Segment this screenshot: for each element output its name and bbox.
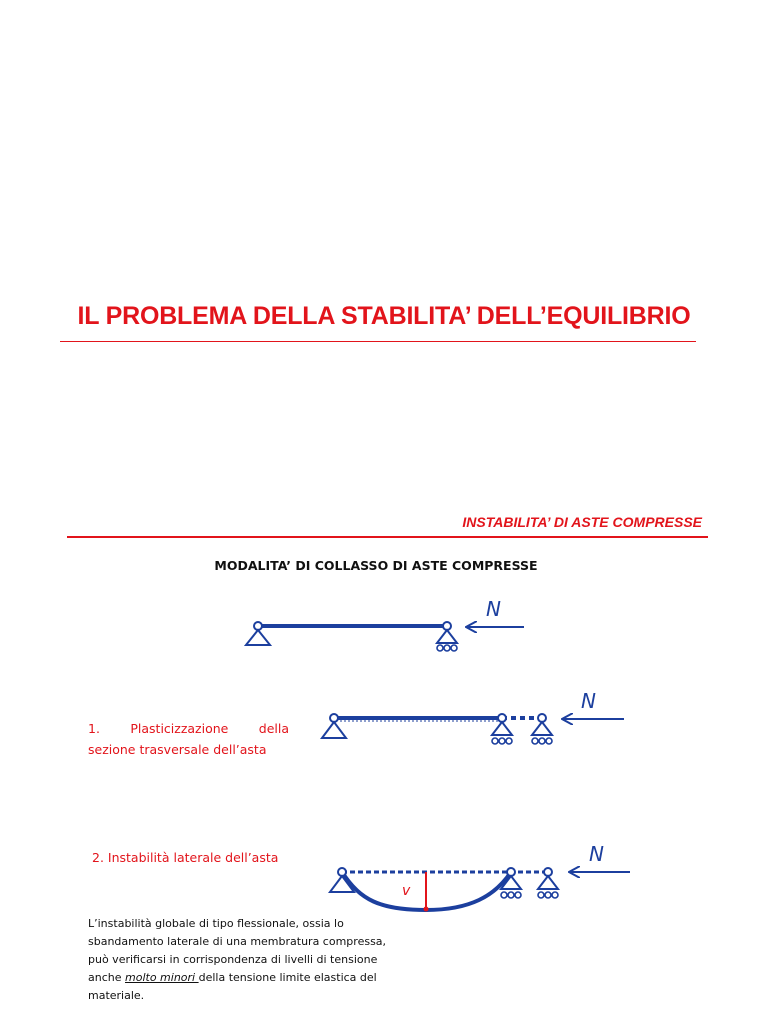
roller-support-displaced-icon (532, 714, 552, 744)
displacement-label: v (402, 883, 411, 899)
mode-1-word-1: Plasticizzazione (130, 721, 229, 736)
beam-diagram-buckling (330, 842, 630, 912)
slide-subtitle: MODALITA’ DI COLLASSO DI ASTE COMPRESSE (214, 558, 538, 573)
collapse-mode-2-label: 2. Instabilità laterale dell’asta (92, 850, 279, 865)
description-text-start: L’instabilità globale di tipo flessionale, ossia lo sbandamento laterale di una membratura compressa, può verificarsi in corrispondenza di livelli di tensione anche (88, 917, 387, 984)
description-emphasis: molto minori (125, 971, 199, 984)
mode-1-number: 1. (88, 721, 100, 736)
slide-title: IL PROBLEMA DELLA STABILITA’ DELL’EQUILIBRIO (77, 302, 691, 330)
axial-force-label: N (486, 597, 501, 621)
displacement-point (424, 907, 429, 912)
axial-force-label: N (581, 689, 596, 713)
beam-diagram-reference (246, 597, 524, 651)
roller-support-displaced-icon (538, 868, 558, 898)
beam-diagram-plasticization (322, 689, 624, 744)
axial-force-label: N (589, 842, 604, 866)
mode-1-line-2: sezione trasversale dell’asta (88, 742, 267, 757)
mode-1-word-2: della (258, 721, 289, 736)
description-text-end: della tensione limite elastica del materiale. (88, 971, 377, 1002)
section-header: INSTABILITA’ DI ASTE COMPRESSE (462, 514, 702, 530)
